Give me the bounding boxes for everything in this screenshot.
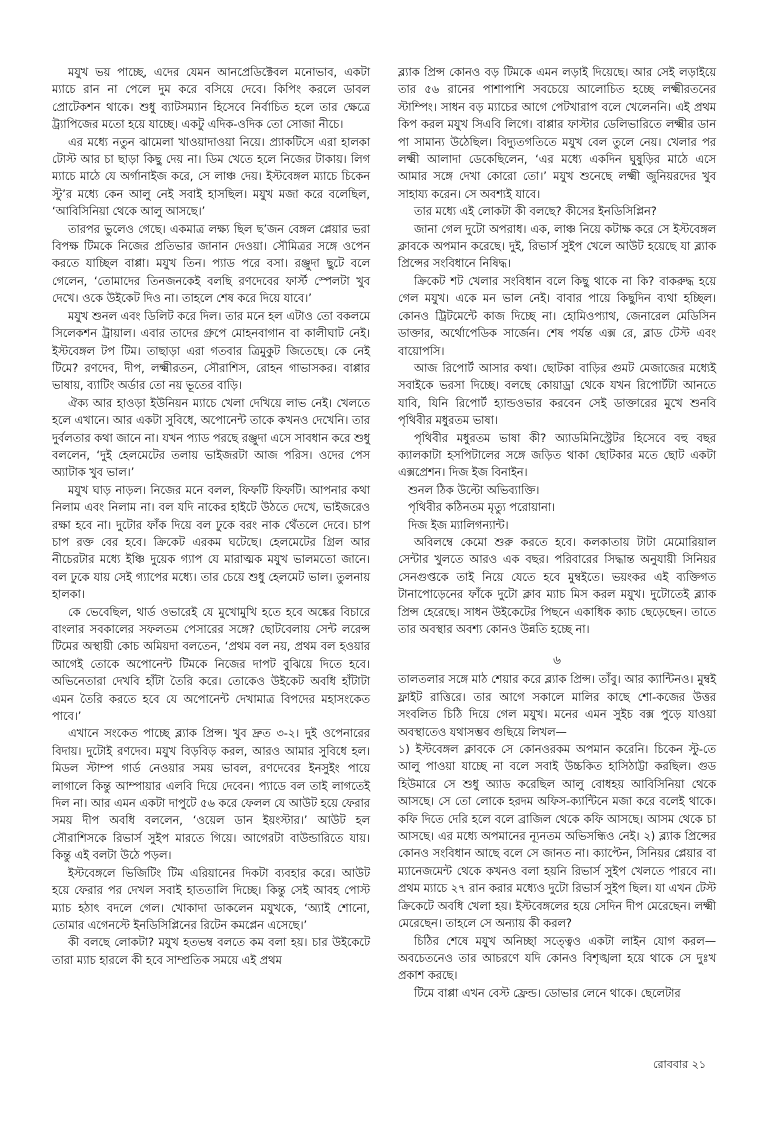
paragraph: তালতলার সঙ্গে মাঠ শেয়ার করে ব্ল্যাক প্রিন্স। তাঁবু। আর ক্যান্টিনও। মুম্বই ফ্লাইট রাত্তিরে। তার আগে সকালে মালির কাছে শো-কজের উত্তর সংবলিত চিঠি দিয়ে গেল মযুখ। মনের এমন সুইচ বক্স পুড়ে যাওয়া অবস্থাতেও যথাসম্ভব গুছিয়ে লিখল—	[398, 673, 716, 739]
paragraph: আজ রিপোর্ট আসার কথা। ছোটকা বাড়ির গুমট মেজাজের মধ্যেই সবাইকে ভরসা দিচ্ছে। বলছে কোয়াড্রা থেকে যখন রিপোর্টটা আনতে যাবি, যিনি রিপোর্ট হ্যান্ডওভার করবেন সেই ডাক্তারের মুখে শুনবি পৃথিবীর মধুরতম ভাষা।	[398, 361, 716, 428]
paragraph: তার মধ্যে এই লোকটা কী বলছে? কীসের ইনডিসিপ্লিন?	[414, 205, 657, 219]
paragraph: শুনল ঠিক উল্টো অভিব্যাক্তি।	[408, 483, 540, 497]
page-footer: রোববার ২১	[653, 1058, 706, 1071]
paragraph: ব্ল্যাক প্রিন্স কোনও বড় টিমকে এমন লড়াই দিয়েছে। আর সেই লড়াইয়ে তার ৫৬ রানের পাশাপাশি সবচেয়ে আলোচিত হচ্ছে লক্ষ্মীরতনের স্টাম্পিং। সাধন বড় ম্যাচের আগে পেটখারাপ বলে খেলেননি। এই প্রথম কিপ করল মযুখ সিএবি লিগে। বাপ্পার ফাস্টার ডেলিভারিতে লক্ষ্মীর ডান পা সামান্য উঠেছিল। বিদ্যুতগতিতে মযুখ বেল তুলে নেয়। খেলার পর লক্ষ্মী আলাদা ডেকেছিলেন, ‘এর মধ্যে একদিন ঘুষুড়ির মাঠে এসে আমার সঙ্গে দেখা কোরো তো।’ মযুখ শুনেছে লক্ষ্মী জুনিয়রদের খুব সাহায্য করেন। সে অবশ্যই যাবে।	[398, 66, 716, 201]
paragraph: জানা গেল দুটো অপরাধ। এক, লাঞ্চ নিয়ে কটাক্ষ করে সে ইস্টবেঙ্গল ক্লাবকে অপমান করেছে। দুই, রিভার্স সুইপ খেলে আউট হয়েছে যা ব্ল্যাক প্রিন্সের সংবিধানে নিষিদ্ধ।	[398, 222, 716, 271]
paragraph: টিমে বাপ্পা এখন বেস্ট ফ্রেন্ড। ডোভার লেনে থাকে। ছেলেটার	[414, 986, 681, 1000]
paragraph: এর মধ্যে নতুন ঝামেলা খাওয়াদাওয়া নিয়ে। প্র্যাকটিসে এরা হালকা টোস্ট আর চা ছাড়া কিছু দেয় না। ডিম খেতে হলে নিজের টাকায়। লিগ ম্যাচে মাঠে যে অর্গানাইজ করে, সে লাঞ্চ দেয়। ইস্টবেঙ্গল ম্যাচে চিকেন স্টু’র মধ্যে কেন আলু নেই সবাই হাসছিল। মযুখ মজা করে বলেছিল, ‘আবিসিনিয়া থেকে আলু আসছে।’	[52, 135, 370, 219]
paragraph: মযুখ ভয় পাচ্ছে, এদের যেমন আনপ্রেডিক্টেবল মনোভাব, একটা ম্যাচে রান না পেলে দুম করে বসিয়ে দেবে। কিপিং করলে ডাবল প্রোটেকশন থাকে। শুধু ব্যাটসম্যান হিসেবে নির্বাচিত হলে তার ক্ষেত্রে ট্র্যাপিজের মতো হয়ে যাচ্ছে। একটু এদিক-ওদিক তো সোজা নীচে।	[52, 66, 370, 132]
paragraph: অবিলম্বে কেমো শুরু করতে হবে। কলকাতায় টাটা মেমোরিয়াল সেন্টার খুলতে আরও এক বছর। পরিবারের সিদ্ধান্ত অনুযায়ী সিনিয়র সেনগুপ্তকে তাই নিয়ে যেতে হবে মুম্বইতে। ভয়ংকর এই ব্যক্তিগত টানাপোড়েনের ফাঁকে দুটো ক্লাব ম্যাচ মিস করল মযুখ। দুটোতেই ব্ল্যাক প্রিন্স হেরেছে। সাধন উইকেটের পিছনে একাধিক ক্যাচ ছেড়েছেন। তাতে তার অবস্থার অবশ্য কোনও উন্নতি হচ্ছে না।	[398, 535, 716, 636]
paragraph: পৃথিবীর কঠিনতম মৃত্যু পরোয়ানা।	[408, 501, 556, 515]
paragraph: চিঠির শেষে মযুখ অনিচ্ছা সত্ত্বেও একটা লাইন যোগ করল— অবচেতনেও তার আচরণে যদি কোনও বিশৃঙ্খলা হয়ে থাকে সে দুঃখ প্রকাশ করছে।	[398, 934, 716, 983]
paragraph: ক্রিকেট শট খেলার সংবিধান বলে কিছু থাকে না কি? বাকরুদ্ধ হয়ে গেল মযুখ। একে মন ভাল নেই। বাবার পায়ে কিছুদিন ব্যথা হচ্ছিল। কোনও ট্রিটমেন্টে কাজ দিচ্ছে না। হোমিওপ্যাথ, জেনারেল মেডিসিন ডাক্তার, অর্থোপেডিক সার্জেন। শেষ পর্যন্ত এক্স রে, ব্লাড টেস্ট এবং বায়োপসি।	[398, 274, 716, 358]
paragraph: পৃথিবীর মধুরতম ভাষা কী? অ্যাডমিনিস্ট্রেটর হিসেবে বহু বছর ক্যালকাটা হসপিটালের সঙ্গে জড়িত থাকা ছোটকার মতে ছোট একটা এক্সপ্রেশন। দিজ ইজ বিনাইন।	[398, 431, 716, 480]
paragraph: ১) ইস্টবেঙ্গল ক্লাবকে সে কোনওরকম অপমান করেনি। চিকেন স্টু-তে আলু পাওয়া যাচ্ছে না বলে সবাই উচ্চকিত হাসিঠাট্টা করছিল। গুড হিউমারে সে শুধু অ্যাড করেছিল আলু বোধহয় আবিসিনিয়া থেকে আসছে। সে তো লোকে হরদম অফিস-ক্যান্টিনে মজা করে বলেই থাকে। কফি দিতে দেরি হলে বলে ব্রাজিল থেকে কফি আসছে। আসম থেকে চা আসছে। এর মধ্যে অপমানের ন্যূনতম অভিসন্ধিও নেই। ২) ব্ল্যাক প্রিন্সের কোনও সংবিধান আছে বলে সে জানত না। ক্যাপ্টেন, সিনিয়র প্লেয়ার বা ম্যানেজমেন্ট থেকে কখনও বলা হয়নি রিভার্স সুইপ খেলতে পারবে না। প্রথম ম্যাচে ২৭ রান করার মধ্যেও দুটো রিভার্স সুইপ ছিল। যা এখন টেস্ট ক্রিকেটে অবধি খেলা হয়। ইস্টবেঙ্গলের হয়ে সেদিন দীপ মেরেছেন। লক্ষ্মী মেরেছেন। তাহলে সে অন্যায় কী করল?	[398, 743, 716, 931]
paragraph: দিজ ইজ ম্যালিগন্যান্ট।	[408, 518, 509, 532]
paragraph: এখানে সংকেত পাচ্ছে ব্ল্যাক প্রিন্স। খুব দ্রুত ৩-২। দুই ওপেনারের বিদায়। দুটোই রণদেব। মযুখ বিড়বিড় করল, আরও আমার সুবিধে হল। মিডল স্টাম্প গার্ড নেওয়ার সময় ভাবল, রণদেবের ইনসুইং পায়ে লাগালে কিন্তু আম্পায়ার এলবি দিয়ে দেবেন। প্যাডে বল তাই লাগতেই দিল না। আর এমন একটা দাপুটে ৫৬ করে ফেলল যে আউট হয়ে ফেরার সময় দীপ অবধি বললেন, ‘ওয়েল ডান ইয়ংস্টার।’ আউট হল সৌরাশিসকে রিভার্স সুইপ মারতে গিয়ে। আগেরটা বাউন্ডারিতে যায়। কিন্তু এই বলটা উঠে পড়ল।	[52, 727, 370, 863]
paragraph: কী বলছে লোকটা? মযুখ হতভম্ব বলতে কম বলা হয়। চার উইকেটে তারা ম্যাচ হারলে কী হবে সাম্প্রতিক সময়ে এই প্রথম	[52, 936, 370, 967]
paragraph: কে ভেবেছিল, থার্ড ওভারেই যে মুখোমুখি হতে হবে অঙ্কের বিচারে বাংলার সবকালের সফলতম পেসারের সঙ্গে? ছোটবেলায় সেন্ট লরেন্স টিমের অস্থায়ী কোচ অমিয়দা বলতেন, ‘প্রথম বল নয়, প্রথম বল হওয়ার আগেই তোকে অপোনেন্ট টিমকে নিজের দাপট বুঝিয়ে দিতে হবে। অভিনেতারা দেখবি হাঁটা তৈরি করে। তোকেও উইকেট অবধি হাঁটাটা এমন তৈরি করতে হবে যে অপোনেন্ট দেখামাত্র বিপদের মহাসংকেত পাবে।’	[52, 605, 370, 724]
paragraph: ঐক্য আর হাওড়া ইউনিয়ন ম্যাচে খেলা দেখিয়ে লাভ নেই। খেলতে হলে এখানে। আর একটা সুবিধে, অপোনেন্ট তাকে কখনও দেখেনি। তার দুর্বলতার কথা জানে না। যখন প্যাড পরছে রঞ্জুদা এসে সাবধান করে শুধু বললেন, ‘দুই হেলমেটের তলায় ভাইজরটা আজ পরিস। ওদের পেস অ্যাটাক খুব ভাল।’	[52, 396, 370, 480]
section-number: ৬	[553, 653, 561, 668]
paragraph: তারপর ভুলেও গেছে। একমাত্র লক্ষ্য ছিল ছ’জন বেঙ্গল প্লেয়ার ভরা বিপক্ষ টিমকে নিজের প্রতিভার জানান দেওয়া। সৌমিত্রর সঙ্গে ওপেন করতে যাচ্ছিল বাপ্পা। মযুখ তিন। প্যাড পরে বসা। রঞ্জুদা ছুটে বলে গেলেন, ‘তোমাদের তিনজনকেই বলছি রণদেবের ফার্স্ট স্পেলটা খুব দেখে। ওকে উইকেট দিও না। তাহলে শেষ করে দিয়ে যাবে।’	[52, 222, 370, 306]
paragraph: মযুখ ঘাড় নাড়ল। নিজের মনে বলল, ফিফটি ফিফটি। আপনার কথা নিলাম এবং নিলাম না। বল যদি নাকের হাইটে উঠতে দেখে, ভাইজরেও রক্ষা হবে না। দুটোর ফাঁক দিয়ে বল ঢুকে বরং নাক থেঁতলে দেবে। চাপ চাপ রক্ত বের হবে। ক্রিকেট এরকম ঘটেছে। হেলমেটের গ্রিল আর নীচেরটার মধ্যে ইঞ্চি দুয়েক গ্যাপ যে মারাত্মক মযুখ ভালমতো জানে। বল ঢুকে যায় সেই গ্যাপের মধ্যে। তার চেয়ে শুধু হেলমেট ভাল। তুলনায় হালকা।	[52, 483, 370, 602]
paragraph: মযুখ শুনল এবং ডিলিট করে দিল। তার মনে হল এটাও তো বকলমে সিলেকশন ট্রায়াল। এবার তাদের গ্রুপে মোহনবাগান বা কালীঘাট নেই। ইস্টবেঙ্গল টপ টিম। তাছাড়া এরা গতবার ত্রিমুকুট জিতেছে। কে নেই টিমে? রণদেব, দীপ, লক্ষ্মীরতন, সৌরাশিস, রোহন গাভাসকর। বাপ্পার ভাষায়, ব্যাটিং অর্ডার তো নয় ভূতের বাড়ি।	[52, 309, 370, 393]
left-column	[52, 64, 370, 969]
paragraph: ইস্টবেঙ্গলে ভিজিটিং টিম এরিয়ানের দিকটা ব্যবহার করে। আউট হয়ে ফেরার পর দেখল সবাই হাততালি দিচ্ছে। কিন্তু সেই আবহ পোস্ট ম্যাচ হঠাৎ বদলে গেল। খোকাদা ডাকলেন মযুখকে, ‘অ্যাই শোনো, তোমার এগেনস্টে ইনডিসিপ্লিনের রিটেন কমপ্লেন এসেছে।’	[52, 866, 370, 932]
right-column	[398, 64, 716, 1002]
